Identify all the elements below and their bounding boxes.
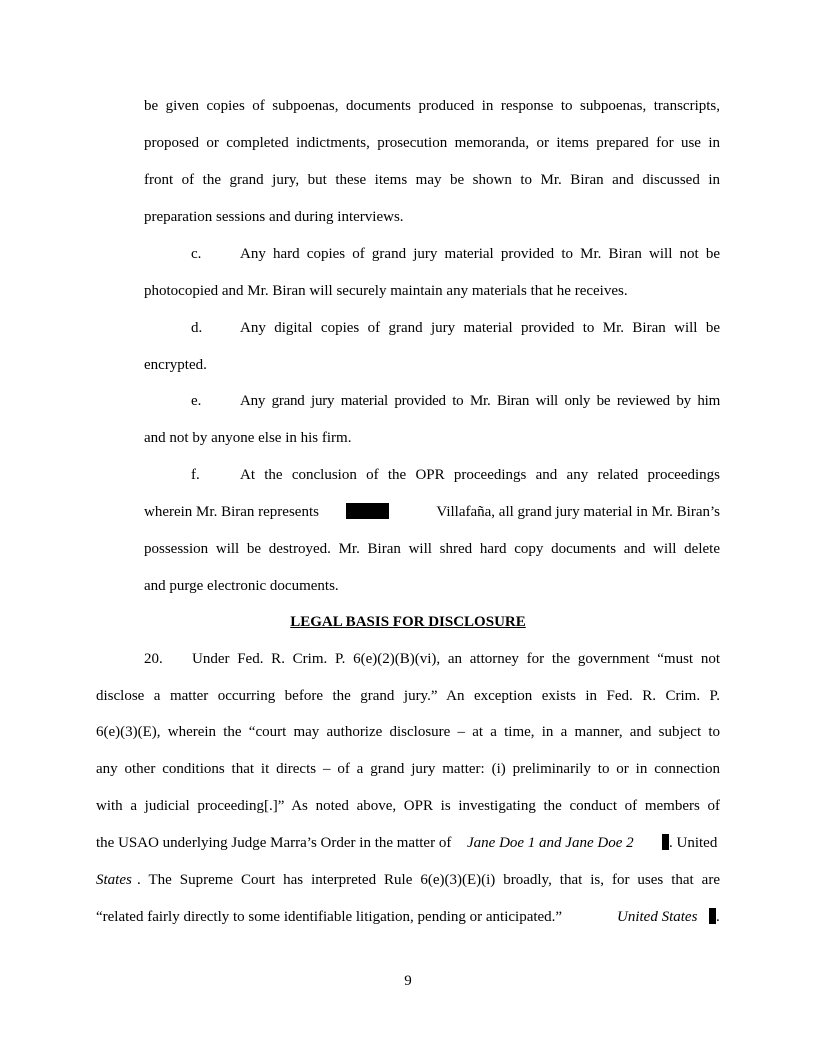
item-f-line-2-post: Villafaña, all grand jury material in Mr. Biran’s [436,504,720,520]
redaction-box [709,908,716,924]
para-20-line-1: Under Fed. R. Crim. P. 6(e)(2)(B)(vi), an attorney for the government “must not [192,651,720,667]
item-d-line-2: encrypted. [144,357,207,373]
item-e-line-2: and not by anyone else in his firm. [144,430,352,446]
para-20-line-8-pre: “related fairly directly to some identifiable litigation, pending or anticipated.” [96,909,563,925]
item-c-marker: c. [191,246,202,262]
case-name-1-cont [96,871,132,889]
para-20-line-2: disclose a matter occurring before the grand jury.” An exception exists in Fed. R. Crim. P. [96,688,720,704]
para-20-line-8-post: . [716,909,720,925]
para-b-line-2: proposed or completed indictments, prosecution memoranda, or items prepared for use in [144,135,720,151]
case-name-1-cont-text: States [96,872,132,888]
item-f-marker: f. [191,467,200,483]
para-b-line-4: preparation sessions and during interviews. [144,209,404,225]
redaction-box [346,503,389,519]
item-e-line-1: Any grand jury material provided to Mr. Biran will only be reviewed by him [240,393,720,409]
page-number: 9 [404,973,412,989]
item-f-line-3: possession will be destroyed. Mr. Biran will shred hard copy documents and will delete [144,541,720,557]
item-d-marker: d. [191,320,203,336]
redaction-box [662,834,669,850]
para-b-line-3: front of the grand jury, but these items may be shown to Mr. Biran and discussed in [144,172,720,188]
item-d-line-1: Any digital copies of grand jury material provided to Mr. Biran will be [240,320,720,336]
para-20-line-6-post [669,834,717,852]
para-20-line-6-pre: the USAO underlying Judge Marra’s Order in the matter of [96,835,452,851]
item-c-line-2: photocopied and Mr. Biran will securely maintain any materials that he receives. [144,283,628,299]
item-f-line-1: At the conclusion of the OPR proceedings and any related proceedings [240,467,720,483]
para-20-line-4: any other conditions that it directs – of a grand jury matter: (i) preliminarily to or in connection [96,761,720,777]
para-b-line-1: be given copies of subpoenas, documents produced in response to subpoenas, transcripts, [144,98,720,114]
section-heading: LEGAL BASIS FOR DISCLOSURE [290,614,526,630]
para-20-line-3: 6(e)(3)(E), wherein the “court may authorize disclosure – at a time, in a manner, and subject to [96,724,720,740]
item-f-line-4: and purge electronic documents. [144,578,339,594]
case-name-1-text: Jane Doe 1 and Jane Doe 2 [467,835,634,851]
para-20-line-5: with a judicial proceeding[.]” As noted above, OPR is investigating the conduct of members of [96,798,720,814]
item-f-line-2-pre: wherein Mr. Biran represents [144,504,319,520]
para-20-line-7-post: . The Supreme Court has interpreted Rule 6(e)(3)(E)(i) broadly, that is, for uses that are [137,872,720,888]
case-name-2-text: United States [617,909,698,925]
item-c-line-1: Any hard copies of grand jury material provided to Mr. Biran will not be [240,246,720,262]
item-e-marker: e. [191,393,202,409]
case-name-2 [617,908,697,926]
para-20-number: 20. [144,651,163,667]
case-name-1 [467,834,634,852]
line-6-post-text: . United [669,835,718,851]
